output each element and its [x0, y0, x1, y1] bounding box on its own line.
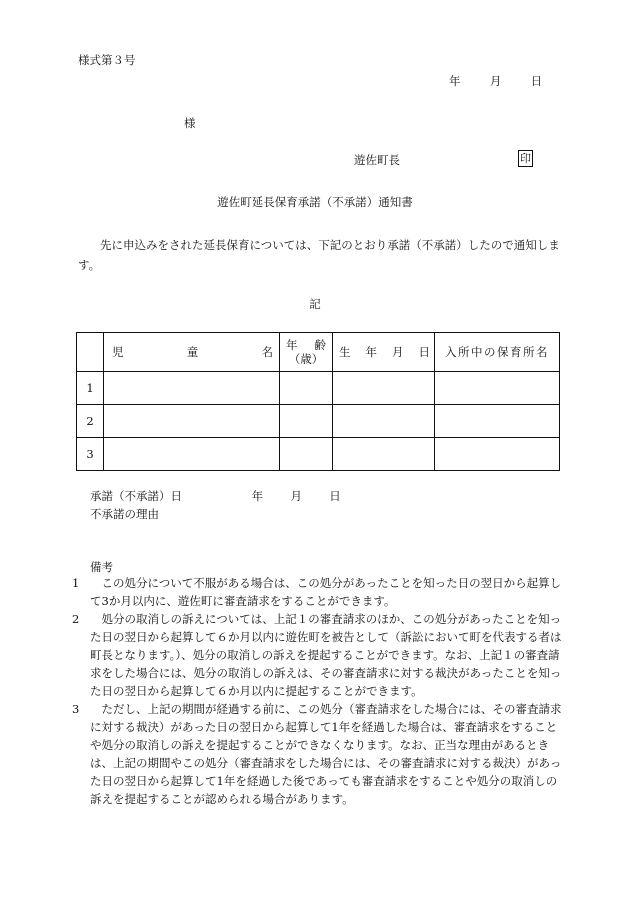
approval-year: 年: [251, 489, 264, 503]
nursery-cell[interactable]: [435, 405, 560, 438]
header-name-char: 児: [112, 345, 124, 359]
header-age-char: 齢: [314, 338, 326, 352]
note-item: [72, 700, 562, 808]
ki-heading: 記: [309, 297, 321, 311]
header-dob-char: 生: [339, 345, 351, 359]
note-text: ただし、上記の期間が経過する前に、この処分（審査請求をした場合には、その審査請求に対する裁決）があった日の翌日から起算して1年を経過した場合は、審査請求をすることや処分の取消しの訴えを提起することができなくなります。なお、正当な理由があるときは、上記の期間やこの処分（審査請求をした場合には、その審査請求に対する裁決）があった日の翌日から起算して1年を経過した後であっても審査請求をすることや処分の取消しの訴えを提起することが認められる場合があります。: [90, 702, 562, 806]
form-number: 様式第３号: [78, 53, 136, 67]
child-name-cell[interactable]: [104, 372, 280, 405]
birthdate-cell[interactable]: [333, 405, 435, 438]
approval-date-line: [90, 488, 341, 504]
issuer-name: 遊佐町長: [354, 153, 400, 167]
year-label: 年: [449, 74, 461, 88]
notes-list: [72, 574, 562, 808]
note-number: 1: [72, 576, 80, 590]
issue-date: [449, 73, 542, 89]
note-number: 2: [72, 612, 80, 626]
approval-month: 月: [290, 489, 302, 503]
body-paragraph: 先に申込みをされた延長保育については、下記のとおり承諾（不承諾）したので通知します。: [78, 238, 560, 272]
header-dob-char: 年: [365, 345, 377, 359]
header-age-unit: （歳）: [288, 352, 324, 366]
child-name-cell[interactable]: [104, 405, 280, 438]
header-nursery: [435, 333, 560, 372]
note-item: [72, 610, 562, 700]
note-text: 処分の取消しの訴えについては、上記１の審査請求のほか、この処分があったことを知った日の翌日から起算して６か月以内に遊佐町を被告として（訴訟において町を代表する者は町長となります。）、処分の取消しの訴えを提起することができます。なお、上記１の審査請求をした場合には、処分の取消しの訴えは、その審査請求に対する裁決があったことを知った日の翌日から起算して６か月以内に提起することができます。: [90, 612, 562, 698]
birthdate-cell[interactable]: [333, 438, 435, 471]
header-child-name: [104, 333, 280, 372]
approval-day: 日: [329, 489, 341, 503]
note-number: 3: [72, 702, 80, 716]
header-dob-char: 月: [392, 345, 404, 359]
child-name-cell[interactable]: [104, 438, 280, 471]
age-cell[interactable]: [280, 438, 333, 471]
row-number: 1: [77, 372, 104, 405]
note-item: [72, 574, 562, 610]
table-row: [77, 405, 560, 438]
seal-mark: 印: [520, 152, 531, 165]
header-name-char: 名: [261, 345, 273, 359]
table-row: [77, 438, 560, 471]
age-cell[interactable]: [280, 405, 333, 438]
header-no: [77, 333, 104, 372]
notes-title: 備考: [90, 560, 113, 574]
header-age: [280, 333, 333, 372]
approval-date-label: 承諾（不承諾）日: [90, 489, 182, 503]
table-row: [77, 372, 560, 405]
header-age-char: 年: [286, 338, 298, 352]
document-title: 遊佐町延長保育承諾（不承諾）通知書: [217, 195, 413, 209]
rejection-reason-label: 不承諾の理由: [90, 507, 159, 521]
nursery-cell[interactable]: [435, 438, 560, 471]
header-nursery-label: 入所中の保育所名: [445, 345, 549, 359]
month-label: 月: [489, 74, 502, 88]
nursery-cell[interactable]: [435, 372, 560, 405]
header-birthdate: [333, 333, 435, 372]
header-name-char: 童: [186, 345, 199, 359]
row-number: 3: [77, 438, 104, 471]
header-dob-char: 日: [418, 345, 430, 359]
age-cell[interactable]: [280, 372, 333, 405]
children-table: [76, 332, 560, 471]
day-label: 日: [530, 74, 543, 88]
birthdate-cell[interactable]: [333, 372, 435, 405]
table-header-row: [77, 333, 560, 372]
addressee-suffix: 様: [184, 116, 196, 130]
row-number: 2: [77, 405, 104, 438]
note-text: この処分について不服がある場合は、この処分があったことを知った日の翌日から起算して3か月以内に、遊佐町に審査請求をすることができます。: [90, 576, 562, 608]
